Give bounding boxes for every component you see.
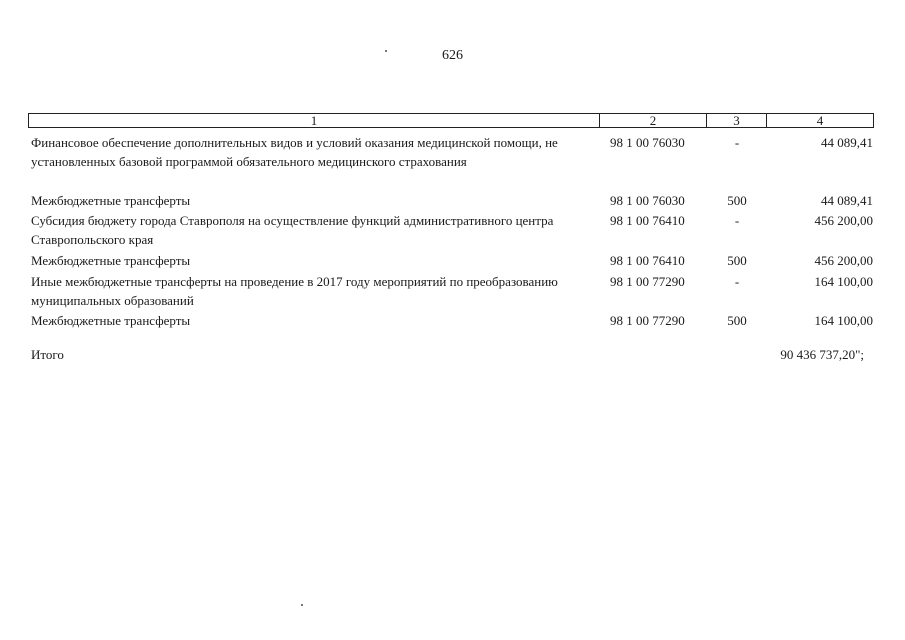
row-name: Финансовое обеспечение дополнительных видов и условий оказания медицинской помощи, не установленных базовой программой обязательного медицинского страхования bbox=[31, 135, 558, 169]
column-header-2: 2 bbox=[600, 114, 707, 127]
row-code: 98 1 00 77290 bbox=[610, 313, 685, 328]
row-name: Межбюджетные трансферты bbox=[31, 313, 191, 328]
row-name: Иные межбюджетные трансферты на проведение в 2017 году мероприятий по преобразованию муниципальных образований bbox=[31, 274, 558, 308]
row-code: 98 1 00 77290 bbox=[610, 274, 685, 289]
column-header-3: 3 bbox=[707, 114, 767, 127]
row-code: 98 1 00 76030 bbox=[610, 193, 685, 208]
row-sum: 164 100,00 bbox=[814, 313, 873, 328]
row-type: 500 bbox=[727, 193, 747, 208]
row-sum: 456 200,00 bbox=[814, 213, 873, 228]
row-name: Субсидия бюджету города Ставрополя на осуществление функций административного центра Ставропольского края bbox=[31, 213, 554, 247]
row-type: - bbox=[734, 274, 740, 289]
row-code: 98 1 00 76410 bbox=[610, 213, 685, 228]
row-type: - bbox=[734, 135, 740, 150]
row-type: 500 bbox=[727, 313, 747, 328]
scan-speck bbox=[385, 50, 387, 52]
row-sum: 456 200,00 bbox=[814, 253, 873, 268]
total-amount: 90 436 737,20"; bbox=[780, 347, 864, 362]
row-name: Межбюджетные трансферты bbox=[31, 253, 191, 268]
row-sum: 164 100,00 bbox=[814, 274, 873, 289]
row-type: 500 bbox=[727, 253, 747, 268]
row-sum: 44 089,41 bbox=[821, 193, 873, 208]
row-code: 98 1 00 76030 bbox=[610, 135, 685, 150]
column-header-4: 4 bbox=[816, 113, 824, 128]
row-sum: 44 089,41 bbox=[821, 135, 873, 150]
row-code: 98 1 00 76410 bbox=[610, 253, 685, 268]
column-header-1: 1 bbox=[29, 114, 600, 127]
page-number: 626 bbox=[442, 48, 463, 63]
row-type: - bbox=[734, 213, 740, 228]
table-header bbox=[28, 113, 874, 128]
total-label: Итого bbox=[31, 347, 64, 362]
scan-speck bbox=[301, 604, 303, 606]
row-name: Межбюджетные трансферты bbox=[31, 193, 191, 208]
